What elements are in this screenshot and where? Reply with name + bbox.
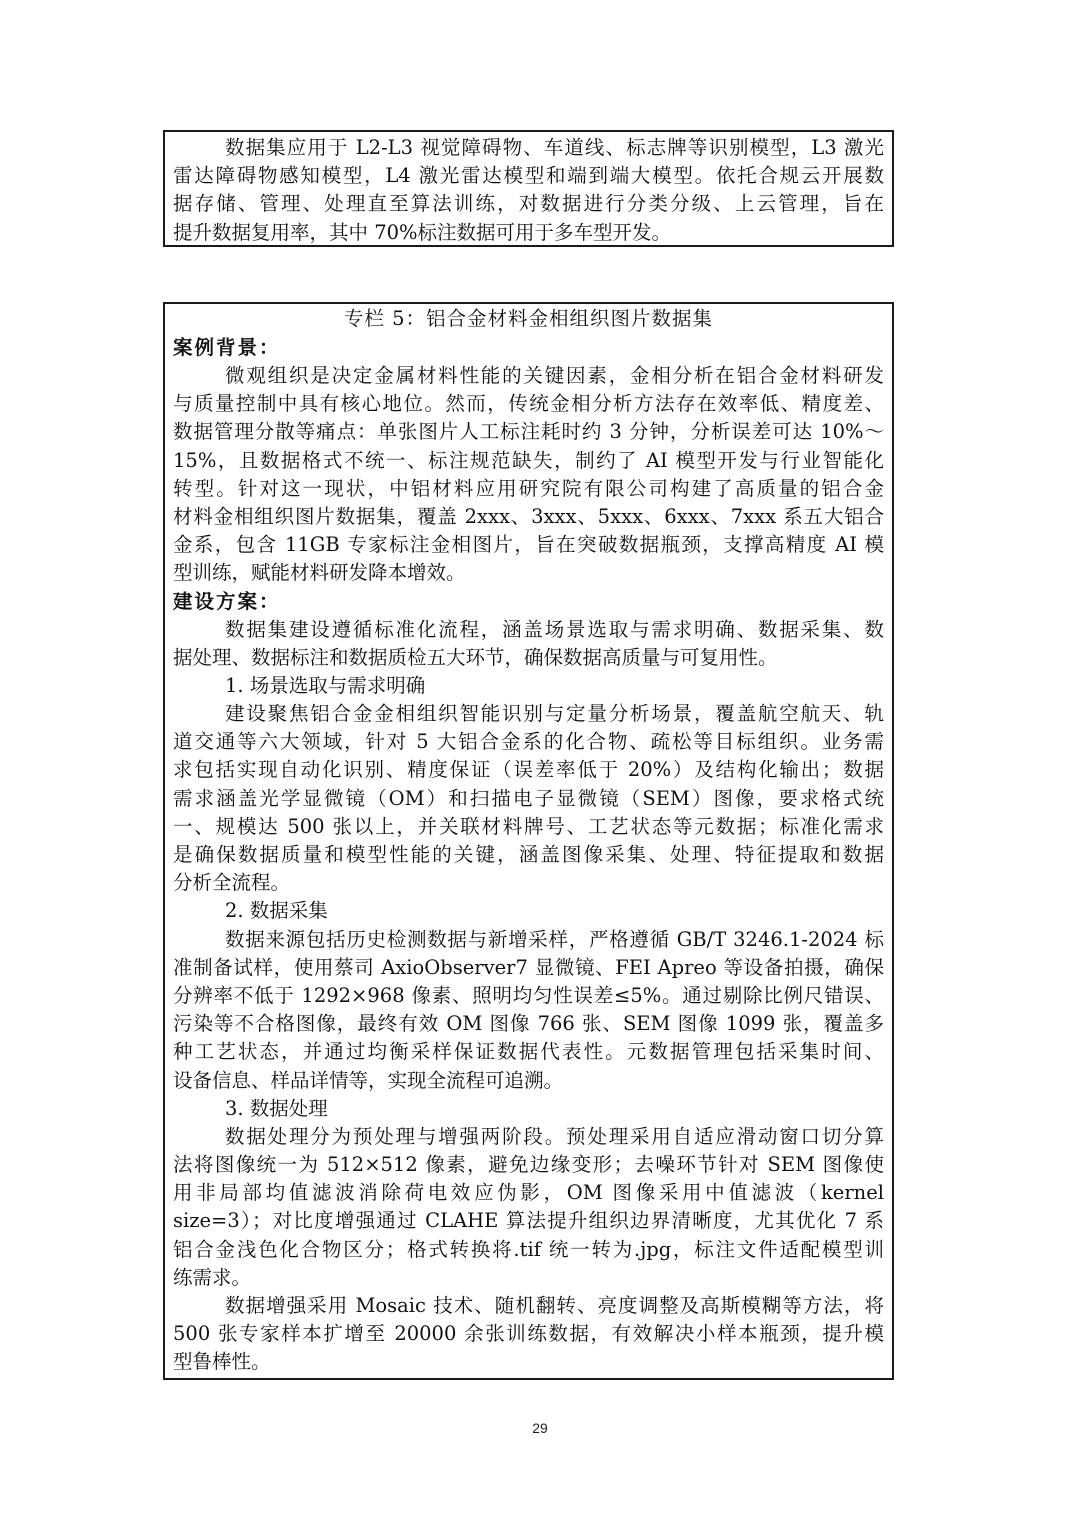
paragraph-line: 微观组织是决定金属材料性能的关键因素，金相分析在铝合金材料研发 [225,364,884,387]
paragraph-line: 用非局部均值滤波消除荷电效应伪影，OM 图像采用中值滤波（kernel [173,1181,884,1205]
paragraph-line: 分辨率不低于 1292×968 像素、照明均匀性误差≤5%。通过剔除比例尺错误、 [173,983,884,1007]
section-title-scenario: 1. 场景选取与需求明确 [225,673,426,697]
paragraph-line: 转型。针对这一现状，中铝材料应用研究院有限公司构建了高质量的铝合金 [173,476,884,500]
paragraph-line: 污染等不合格图像，最终有效 OM 图像 766 张、SEM 图像 1099 张，覆盖多 [173,1012,884,1036]
paragraph-line: 求包括实现自动化识别、精度保证（误差率低于 20%）及结构化输出；数据 [173,758,884,782]
section-title-processing: 3. 数据处理 [225,1096,328,1120]
paragraph-line: 需求涵盖光学显微镜（OM）和扫描电子显微镜（SEM）图像，要求格式统 [173,786,884,810]
paragraph-line: 数据处理分为预处理与增强两阶段。预处理采用自适应滑动窗口切分算 [225,1124,884,1148]
paragraph-line: 准制备试样，使用蔡司 AxioObserver7 显微镜、FEI Apreo 等设备拍摄，确保 [173,955,884,979]
paragraph-line: 型鲁棒性。 [173,1350,271,1374]
paragraph-line: 数据集建设遵循标准化流程，涵盖场景选取与需求明确、数据采集、数 [225,617,884,641]
column-box [163,302,894,1380]
intro-text-box [163,130,894,247]
paragraph-line: 数据集应用于 L2-L3 视觉障碍物、车道线、标志牌等识别模型，L3 激光 [225,136,884,159]
paragraph-line: 提升数据复用率，其中 70%标注数据可用于多车型开发。 [173,220,672,244]
paragraph-line: 15%，且数据格式不统一、标注规范缺失，制约了 AI 模型开发与行业智能化 [173,448,884,472]
paragraph-line: 金系，包含 11GB 专家标注金相图片，旨在突破数据瓶颈，支撑高精度 AI 模 [173,533,884,557]
page-number: 29 [532,1420,548,1436]
paragraph-line: 500 张专家样本扩增至 20000 余张训练数据，有效解决小样本瓶颈，提升模 [173,1322,884,1346]
paragraph-line: 型训练，赋能材料研发降本增效。 [173,561,466,585]
paragraph-line: 种工艺状态，并通过均衡采样保证数据代表性。元数据管理包括采集时间、 [173,1040,884,1064]
background-heading: 案例背景： [173,336,281,359]
section-title-collection: 2. 数据采集 [225,899,328,923]
paragraph-line: 铝合金浅色化合物区分；格式转换将.tif 统一转为.jpg，标注文件适配模型训 [173,1237,884,1261]
paragraph-line: 一、规模达 500 张以上，并关联材料牌号、工艺状态等元数据；标准化需求 [173,814,884,838]
paragraph-line: 道交通等六大领域，针对 5 大铝合金系的化合物、疏松等目标组织。业务需 [173,730,884,754]
plan-heading: 建设方案： [173,589,281,613]
paragraph-line: 建设聚焦铝合金金相组织智能识别与定量分析场景，覆盖航空航天、轨 [225,702,884,726]
paragraph-line: 数据管理分散等痛点：单张图片人工标注耗时约 3 分钟，分析误差可达 10%～ [173,420,884,444]
paragraph-line: 数据来源包括历史检测数据与新增采样，严格遵循 GB/T 3246.1-2024 标 [225,927,884,951]
paragraph-line: size=3）；对比度增强通过 CLAHE 算法提升组织边界清晰度，尤其优化 7 系 [173,1209,884,1233]
paragraph-line: 材料金相组织图片数据集，覆盖 2xxx、3xxx、5xxx、6xxx、7xxx 系五大铝合 [173,504,884,528]
column-title: 专栏 5：铝合金材料金相组织图片数据集 [343,307,714,330]
paragraph-line: 设备信息、样品详情等，实现全流程可追溯。 [173,1068,564,1092]
paragraph-line: 雷达障碍物感知模型，L4 激光雷达模型和端到端大模型。依托合规云开展数 [173,164,884,188]
paragraph-line: 练需求。 [173,1265,252,1289]
paragraph-line: 与质量控制中具有核心地位。然而，传统金相分析方法存在效率低、精度差、 [173,392,884,416]
paragraph-line: 是确保数据质量和模型性能的关键，涵盖图像采集、处理、特征提取和数据 [173,843,884,866]
paragraph-line: 法将图像统一为 512×512 像素，避免边缘变形；去噪环节针对 SEM 图像使 [173,1153,884,1177]
paragraph-line: 数据增强采用 Mosaic 技术、随机翻转、亮度调整及高斯模糊等方法，将 [225,1294,884,1317]
paragraph-line: 分析全流程。 [173,871,291,895]
paragraph-line: 据处理、数据标注和数据质检五大环节，确保数据高质量与可复用性。 [173,645,778,669]
paragraph-line: 据存储、管理、处理直至算法训练，对数据进行分类分级、上云管理，旨在 [173,192,884,216]
